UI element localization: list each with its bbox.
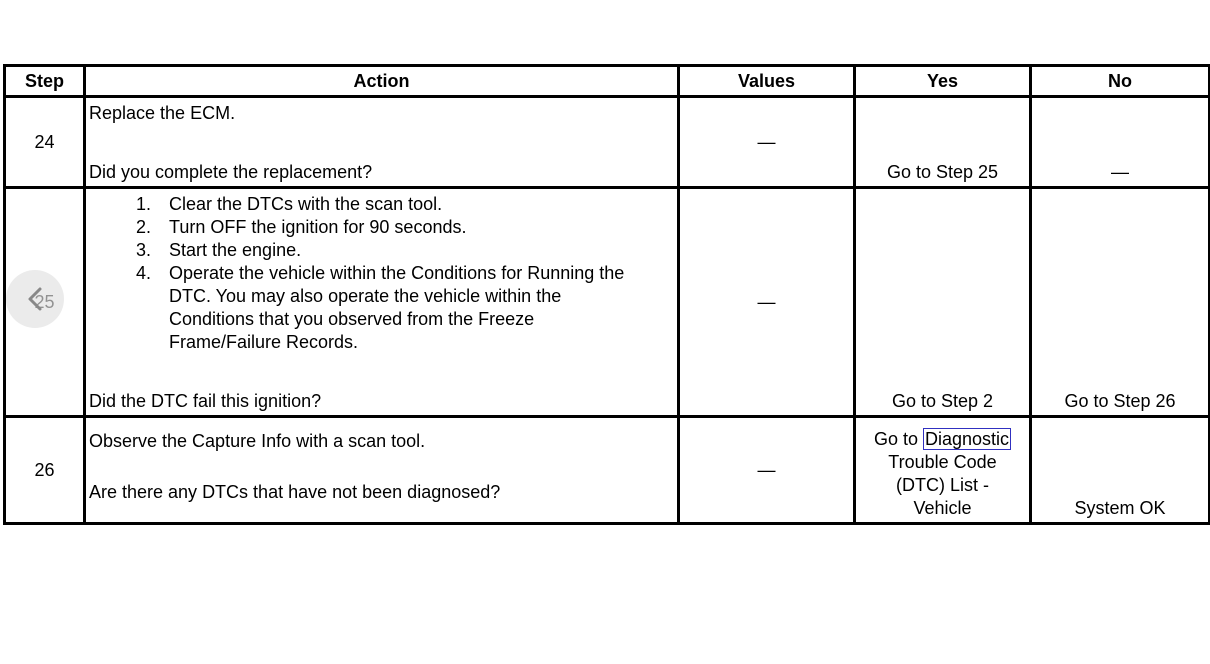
action-cell [85, 417, 679, 524]
header-row [5, 66, 1210, 97]
list-item [89, 262, 677, 354]
no-cell: System OK [1031, 417, 1210, 524]
table-row [5, 417, 1210, 524]
header-no: No [1031, 66, 1210, 97]
yes-prefix: Go to [873, 429, 918, 449]
action-steps-list [89, 193, 677, 354]
action-question: Did the DTC fail this ignition? [89, 391, 322, 411]
yes-cell [855, 417, 1031, 524]
table-row [5, 97, 1210, 188]
values-cell: — [679, 188, 855, 417]
previous-page-button[interactable] [6, 270, 64, 328]
yes-cell: Go to Step 2 [855, 188, 1031, 417]
values-cell: — [679, 417, 855, 524]
chevron-left-icon [25, 286, 45, 312]
list-item-text: Clear the DTCs with the scan tool. [169, 194, 443, 214]
step-number: 26 [5, 417, 85, 524]
list-item-text: Operate the vehicle within the Conditions for Running the DTC. You may also operate the vehicle within the Conditions that you observed from the Freeze Frame/Failure Records. [169, 263, 625, 352]
table-row [5, 188, 1210, 417]
yes-cell: Go to Step 25 [855, 97, 1031, 188]
action-cell [85, 188, 679, 417]
action-intro: Observe the Capture Info with a scan tool. [89, 431, 426, 451]
action-cell [85, 97, 679, 188]
header-yes: Yes [855, 66, 1031, 97]
list-item-number: 1. [135, 194, 151, 214]
step-number: 24 [5, 97, 85, 188]
no-cell: — [1031, 97, 1210, 188]
header-step: Step [5, 66, 85, 97]
action-question: Are there any DTCs that have not been diagnosed? [89, 482, 501, 502]
list-item [89, 193, 677, 216]
action-question: Did you complete the replacement? [89, 162, 373, 182]
dtc-list-link[interactable]: Diagnostic [925, 429, 1010, 449]
yes-rest[interactable]: Trouble Code (DTC) List - Vehicle [888, 452, 997, 518]
list-item [89, 216, 677, 239]
no-cell: Go to Step 26 [1031, 188, 1210, 417]
list-item [89, 239, 677, 262]
diagnostic-table [3, 64, 1210, 525]
header-action: Action [85, 66, 679, 97]
values-cell: — [679, 97, 855, 188]
list-item-number: 3. [135, 240, 151, 260]
list-item-number: 2. [135, 217, 151, 237]
list-item-number: 4. [135, 263, 151, 283]
header-values: Values [679, 66, 855, 97]
list-item-text: Turn OFF the ignition for 90 seconds. [169, 217, 467, 237]
action-intro: Replace the ECM. [89, 103, 236, 123]
list-item-text: Start the engine. [169, 240, 302, 260]
